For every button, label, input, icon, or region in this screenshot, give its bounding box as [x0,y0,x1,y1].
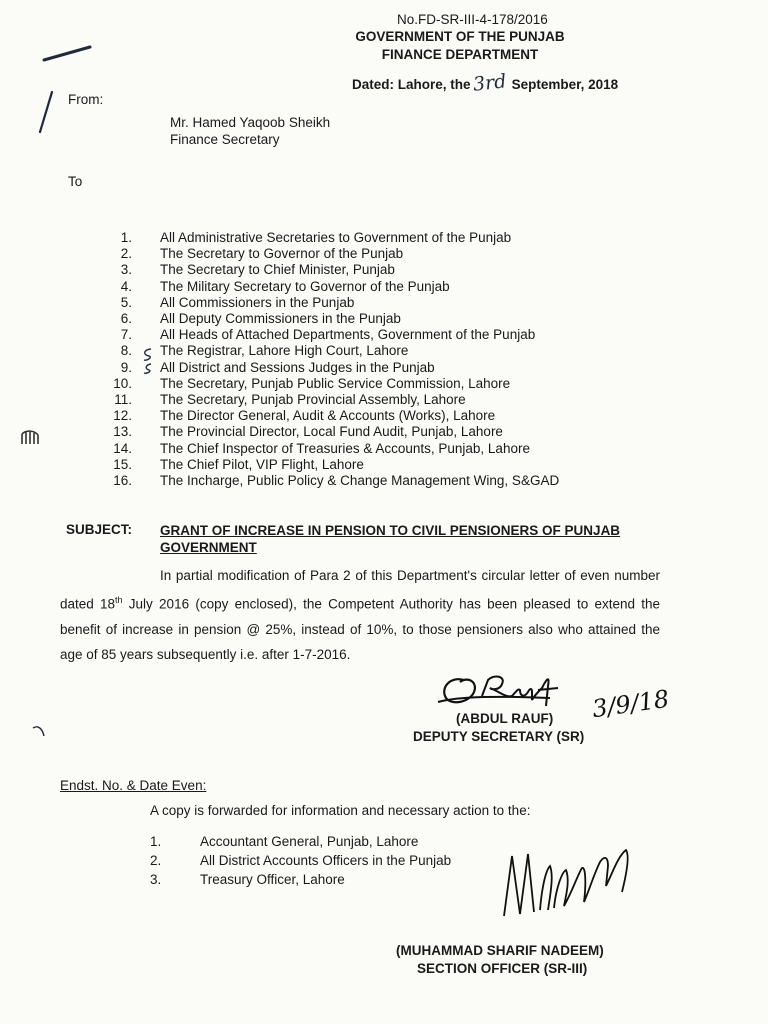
list-number: 10. [113,375,132,391]
list-item [112,279,559,295]
dated-prefix: Dated: Lahore, the [352,77,471,92]
pen-mark-slash [34,88,59,138]
list-item [112,473,559,489]
list-item [112,424,559,440]
from-title: Finance Secretary [170,132,280,147]
list-item [112,457,559,473]
signature-1-name: (ABDUL RAUF) [456,711,554,726]
list-text: The Director General, Audit & Accounts (Works), Lahore [160,408,496,424]
dated-line [352,72,618,94]
list-number: 12. [113,408,132,424]
subject-label: SUBJECT: [66,522,133,537]
endorsement-intro: A copy is forwarded for information and necessary action to the: [150,803,531,818]
list-item [112,262,559,278]
recipient-list [112,230,559,489]
list-number: 6. [120,311,132,327]
list-text: All Heads of Attached Departments, Government of the Punjab [160,327,536,343]
to-label: To [68,174,83,189]
list-item [112,408,559,424]
government-heading: GOVERNMENT OF THE PUNJAB [355,29,565,44]
endorsement-list [150,832,451,889]
list-text: All Administrative Secretaries to Government of the Punjab [160,230,512,245]
list-text: All District and Sessions Judges in the Punjab [160,359,435,375]
list-text: All District Accounts Officers in the Punjab [200,853,452,868]
list-text: The Military Secretary to Governor of the Punjab [160,278,450,294]
list-number: 16. [113,473,132,489]
list-number: 1. [120,230,132,245]
list-number: 2. [150,853,162,868]
list-text: The Secretary, Punjab Provincial Assembly, Lahore [160,392,466,408]
handwritten-day: 3rd [471,70,507,96]
from-name: Mr. Hamed Yaqoob Sheikh [170,115,331,130]
list-number: 3. [120,262,132,278]
pen-mark-small [30,722,50,742]
from-label: From: [68,92,104,107]
signature-2-name: (MUHAMMAD SHARIF NADEEM) [396,943,604,958]
list-number: 3. [150,872,162,887]
list-text: Treasury Officer, Lahore [200,872,345,887]
list-item [112,343,559,359]
list-number: 7. [120,327,132,343]
list-item [112,376,559,392]
signature-2-designation: SECTION OFFICER (SR-III) [417,961,588,976]
list-number: 2. [120,246,132,262]
list-item [112,392,559,408]
list-text: All Commissioners in the Punjab [160,294,355,310]
list-item [112,441,559,457]
list-number: 9. [120,359,132,375]
list-text: The Registrar, Lahore High Court, Lahore [160,343,409,359]
list-item [150,851,451,870]
pen-mark-top [40,40,100,65]
list-number: 11. [114,392,132,408]
endorsement-label: Endst. No. & Date Even: [60,778,207,793]
signature-abdul-rauf [430,666,610,716]
list-text: The Secretary, Punjab Public Service Commission, Lahore [160,375,511,391]
body-superscript: th [115,595,123,605]
list-number: 5. [120,294,132,310]
list-item [112,327,559,343]
body-text-2: July 2016 (copy enclosed), the Competent Authority has been pleased to extend the benefit of increase in pension @ 25%, instead of 10%, to those pensioners also who attained the age of 85 years subsequently i.e. after 1-7-2016. [60,596,660,662]
list-item [112,311,559,327]
list-text: The Incharge, Public Policy & Change Management Wing, S&GAD [160,473,560,489]
list-number: 1. [150,834,162,849]
list-number: 8. [120,343,132,359]
list-number: 13. [113,424,132,440]
list-text: Accountant General, Punjab, Lahore [200,834,419,849]
list-text: All Deputy Commissioners in the Punjab [160,311,401,327]
list-text: The Chief Inspector of Treasuries & Accounts, Punjab, Lahore [160,440,530,456]
list-item [150,832,451,851]
list-number: 4. [120,278,132,294]
list-text: The Chief Pilot, VIP Flight, Lahore [160,456,364,472]
handwritten-tick-marks [137,346,157,376]
subject-line-1: GRANT OF INCREASE IN PENSION TO CIVIL PENSIONERS OF PUNJAB [160,523,621,538]
dated-suffix: September, 2018 [511,77,619,92]
department-heading: FINANCE DEPARTMENT [381,47,539,62]
reference-number: No.FD-SR-III-4-178/2016 [397,12,548,27]
list-item [112,230,559,246]
signature-sharif-nadeem [490,826,640,936]
subject-line-2: GOVERNMENT [160,540,257,555]
list-item [150,870,451,889]
list-text: The Secretary to Governor of the Punjab [160,246,404,262]
list-text: The Secretary to Chief Minister, Punjab [160,262,395,278]
list-text: The Provincial Director, Local Fund Audit, Punjab, Lahore [160,424,503,440]
list-item [112,360,559,376]
list-number: 14. [113,440,132,456]
list-number: 15. [113,456,132,472]
body-paragraph [60,563,660,667]
list-item [112,295,559,311]
signature-1-designation: DEPUTY SECRETARY (SR) [413,729,585,744]
punch-hole-mark [18,428,46,448]
body-text-1: In partial modification of Para 2 of this Department's circular letter of even number dated 18 [60,568,660,612]
signature-1-handwritten-date: 3/9/18 [590,684,671,724]
list-item [112,246,559,262]
